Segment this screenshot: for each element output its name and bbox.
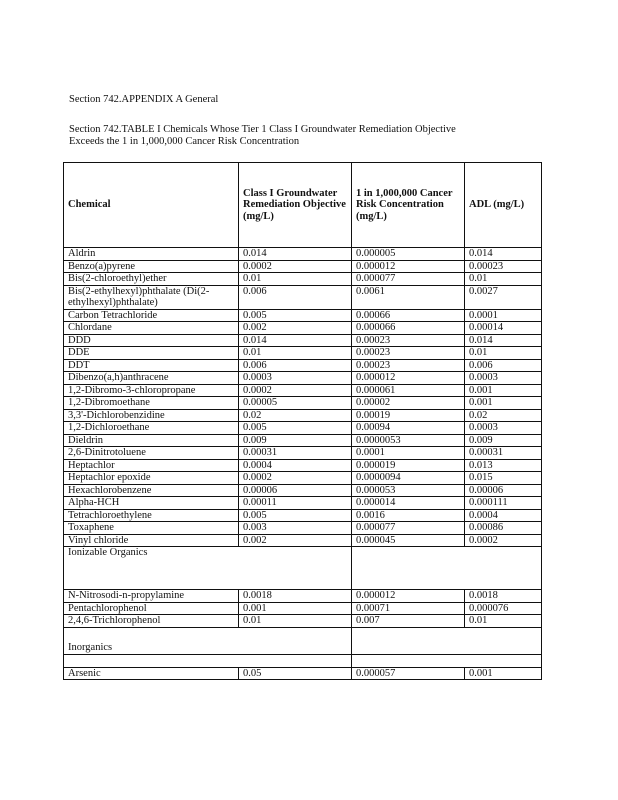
chemical-name: Tetrachloroethylene — [64, 509, 239, 522]
cancer-risk-concentration: 0.000077 — [352, 273, 465, 286]
adl-value: 0.01 — [465, 273, 542, 286]
table-row — [64, 522, 542, 535]
class-i-objective: 0.02 — [239, 409, 352, 422]
cancer-risk-concentration: 0.000012 — [352, 590, 465, 603]
cancer-risk-concentration: 0.007 — [352, 615, 465, 628]
adl-value: 0.02 — [465, 409, 542, 422]
chemical-name: N-Nitrosodi-n-propylamine — [64, 590, 239, 603]
cancer-risk-concentration: 0.0000053 — [352, 434, 465, 447]
table-row — [64, 397, 542, 410]
class-i-objective: 0.009 — [239, 434, 352, 447]
chemical-name: 1,2-Dibromo-3-chloropropane — [64, 384, 239, 397]
class-i-objective: 0.00005 — [239, 397, 352, 410]
adl-value: 0.00086 — [465, 522, 542, 535]
chemical-name: 1,2-Dibromoethane — [64, 397, 239, 410]
chemical-name: Pentachlorophenol — [64, 602, 239, 615]
class-i-objective: 0.01 — [239, 347, 352, 360]
table-row — [64, 347, 542, 360]
section-row-inorganics — [64, 627, 542, 654]
adl-value: 0.000111 — [465, 497, 542, 510]
cancer-risk-concentration: 0.000005 — [352, 248, 465, 261]
chemical-name: DDD — [64, 334, 239, 347]
class-i-objective: 0.014 — [239, 334, 352, 347]
section-heading-ionizable: Ionizable Organics — [64, 547, 352, 590]
chemical-name: Vinyl chloride — [64, 534, 239, 547]
adl-value: 0.00006 — [465, 484, 542, 497]
chemical-name: Toxaphene — [64, 522, 239, 535]
adl-value: 0.000076 — [465, 602, 542, 615]
empty-cell — [64, 654, 352, 667]
table-row — [64, 285, 542, 309]
cancer-risk-concentration: 0.00002 — [352, 397, 465, 410]
chemical-name: Benzo(a)pyrene — [64, 260, 239, 273]
class-i-objective: 0.0003 — [239, 372, 352, 385]
cancer-risk-concentration: 0.000045 — [352, 534, 465, 547]
empty-cell — [352, 627, 542, 654]
adl-value: 0.00031 — [465, 447, 542, 460]
cancer-risk-concentration: 0.00023 — [352, 334, 465, 347]
adl-value: 0.001 — [465, 667, 542, 680]
chemical-name: Aldrin — [64, 248, 239, 261]
table-header-row — [64, 163, 542, 248]
cancer-risk-concentration: 0.00023 — [352, 359, 465, 372]
adl-value: 0.00014 — [465, 322, 542, 335]
table-row — [64, 447, 542, 460]
chemical-name: Dibenzo(a,h)anthracene — [64, 372, 239, 385]
header-chemical: Chemical — [64, 163, 239, 248]
table-row — [64, 434, 542, 447]
adl-value: 0.0003 — [465, 422, 542, 435]
table-row — [64, 472, 542, 485]
table-row — [64, 602, 542, 615]
cancer-risk-concentration: 0.00066 — [352, 309, 465, 322]
chemical-name: DDT — [64, 359, 239, 372]
table-row — [64, 590, 542, 603]
table-row — [64, 248, 542, 261]
section-heading-inorganics: Inorganics — [64, 627, 352, 654]
adl-value: 0.013 — [465, 459, 542, 472]
chemical-name: Hexachlorobenzene — [64, 484, 239, 497]
class-i-objective: 0.002 — [239, 534, 352, 547]
table-row — [64, 459, 542, 472]
class-i-objective: 0.00011 — [239, 497, 352, 510]
adl-value: 0.00023 — [465, 260, 542, 273]
empty-cell — [352, 654, 542, 667]
cancer-risk-concentration: 0.000012 — [352, 260, 465, 273]
chemical-name: Arsenic — [64, 667, 239, 680]
chemicals-table — [63, 162, 542, 680]
class-i-objective: 0.002 — [239, 322, 352, 335]
table-row — [64, 484, 542, 497]
chemical-name: DDE — [64, 347, 239, 360]
cancer-risk-concentration: 0.000019 — [352, 459, 465, 472]
chemical-name: Dieldrin — [64, 434, 239, 447]
chemical-name: Bis(2-ethylhexyl)phthalate (Di(2-ethylhexyl)phthalate) — [64, 285, 239, 309]
empty-cell — [352, 547, 542, 590]
table-row — [64, 667, 542, 680]
cancer-risk-concentration: 0.00023 — [352, 347, 465, 360]
blank-row — [64, 654, 542, 667]
class-i-objective: 0.05 — [239, 667, 352, 680]
adl-value: 0.009 — [465, 434, 542, 447]
adl-value: 0.01 — [465, 347, 542, 360]
table-row — [64, 309, 542, 322]
table-row — [64, 260, 542, 273]
class-i-objective: 0.0002 — [239, 260, 352, 273]
chemical-name: Carbon Tetrachloride — [64, 309, 239, 322]
chemical-name: Alpha-HCH — [64, 497, 239, 510]
table-row — [64, 322, 542, 335]
class-i-objective: 0.0018 — [239, 590, 352, 603]
header-cancer-risk: 1 in 1,000,000 Cancer Risk Concentration (mg/L) — [352, 163, 465, 248]
cancer-risk-concentration: 0.0016 — [352, 509, 465, 522]
cancer-risk-concentration: 0.0001 — [352, 447, 465, 460]
table-row — [64, 273, 542, 286]
cancer-risk-concentration: 0.00071 — [352, 602, 465, 615]
class-i-objective: 0.01 — [239, 615, 352, 628]
class-i-objective: 0.014 — [239, 248, 352, 261]
adl-value: 0.0003 — [465, 372, 542, 385]
table-row — [64, 615, 542, 628]
chemical-name: Bis(2-chloroethyl)ether — [64, 273, 239, 286]
adl-value: 0.0004 — [465, 509, 542, 522]
table-row — [64, 509, 542, 522]
table-row — [64, 334, 542, 347]
class-i-objective: 0.005 — [239, 422, 352, 435]
class-i-objective: 0.0002 — [239, 384, 352, 397]
table-row — [64, 409, 542, 422]
table-title-line1: Section 742.TABLE I Chemicals Whose Tier 1 Class I Groundwater Remediation Objective — [69, 124, 456, 135]
chemical-name: Heptachlor — [64, 459, 239, 472]
chemical-name: 2,4,6-Trichlorophenol — [64, 615, 239, 628]
cancer-risk-concentration: 0.000014 — [352, 497, 465, 510]
section-row-ionizable — [64, 547, 542, 590]
adl-value: 0.001 — [465, 384, 542, 397]
class-i-objective: 0.003 — [239, 522, 352, 535]
cancer-risk-concentration: 0.000012 — [352, 372, 465, 385]
class-i-objective: 0.01 — [239, 273, 352, 286]
header-class-i-objective: Class I Groundwater Remediation Objective (mg/L) — [239, 163, 352, 248]
cancer-risk-concentration: 0.000066 — [352, 322, 465, 335]
cancer-risk-concentration: 0.0000094 — [352, 472, 465, 485]
class-i-objective: 0.0002 — [239, 472, 352, 485]
adl-value: 0.014 — [465, 334, 542, 347]
class-i-objective: 0.001 — [239, 602, 352, 615]
adl-value: 0.006 — [465, 359, 542, 372]
adl-value: 0.0027 — [465, 285, 542, 309]
class-i-objective: 0.006 — [239, 359, 352, 372]
table-row — [64, 497, 542, 510]
adl-value: 0.01 — [465, 615, 542, 628]
chemical-name: 2,6-Dinitrotoluene — [64, 447, 239, 460]
table-row — [64, 372, 542, 385]
class-i-objective: 0.00006 — [239, 484, 352, 497]
cancer-risk-concentration: 0.000061 — [352, 384, 465, 397]
adl-value: 0.0001 — [465, 309, 542, 322]
header-adl: ADL (mg/L) — [465, 163, 542, 248]
cancer-risk-concentration: 0.00019 — [352, 409, 465, 422]
adl-value: 0.014 — [465, 248, 542, 261]
cancer-risk-concentration: 0.000057 — [352, 667, 465, 680]
adl-value: 0.0018 — [465, 590, 542, 603]
chemical-name: 3,3'-Dichlorobenzidine — [64, 409, 239, 422]
class-i-objective: 0.0004 — [239, 459, 352, 472]
table-row — [64, 422, 542, 435]
table-row — [64, 384, 542, 397]
chemical-name: 1,2-Dichloroethane — [64, 422, 239, 435]
section-heading: Section 742.APPENDIX A General — [69, 94, 219, 105]
chemical-name: Heptachlor epoxide — [64, 472, 239, 485]
cancer-risk-concentration: 0.00094 — [352, 422, 465, 435]
cancer-risk-concentration: 0.000077 — [352, 522, 465, 535]
table-title-line2: Exceeds the 1 in 1,000,000 Cancer Risk Concentration — [69, 136, 300, 147]
table-row — [64, 359, 542, 372]
cancer-risk-concentration: 0.000053 — [352, 484, 465, 497]
adl-value: 0.015 — [465, 472, 542, 485]
table-row — [64, 534, 542, 547]
class-i-objective: 0.005 — [239, 509, 352, 522]
class-i-objective: 0.00031 — [239, 447, 352, 460]
adl-value: 0.001 — [465, 397, 542, 410]
class-i-objective: 0.006 — [239, 285, 352, 309]
adl-value: 0.0002 — [465, 534, 542, 547]
chemical-name: Chlordane — [64, 322, 239, 335]
class-i-objective: 0.005 — [239, 309, 352, 322]
cancer-risk-concentration: 0.0061 — [352, 285, 465, 309]
